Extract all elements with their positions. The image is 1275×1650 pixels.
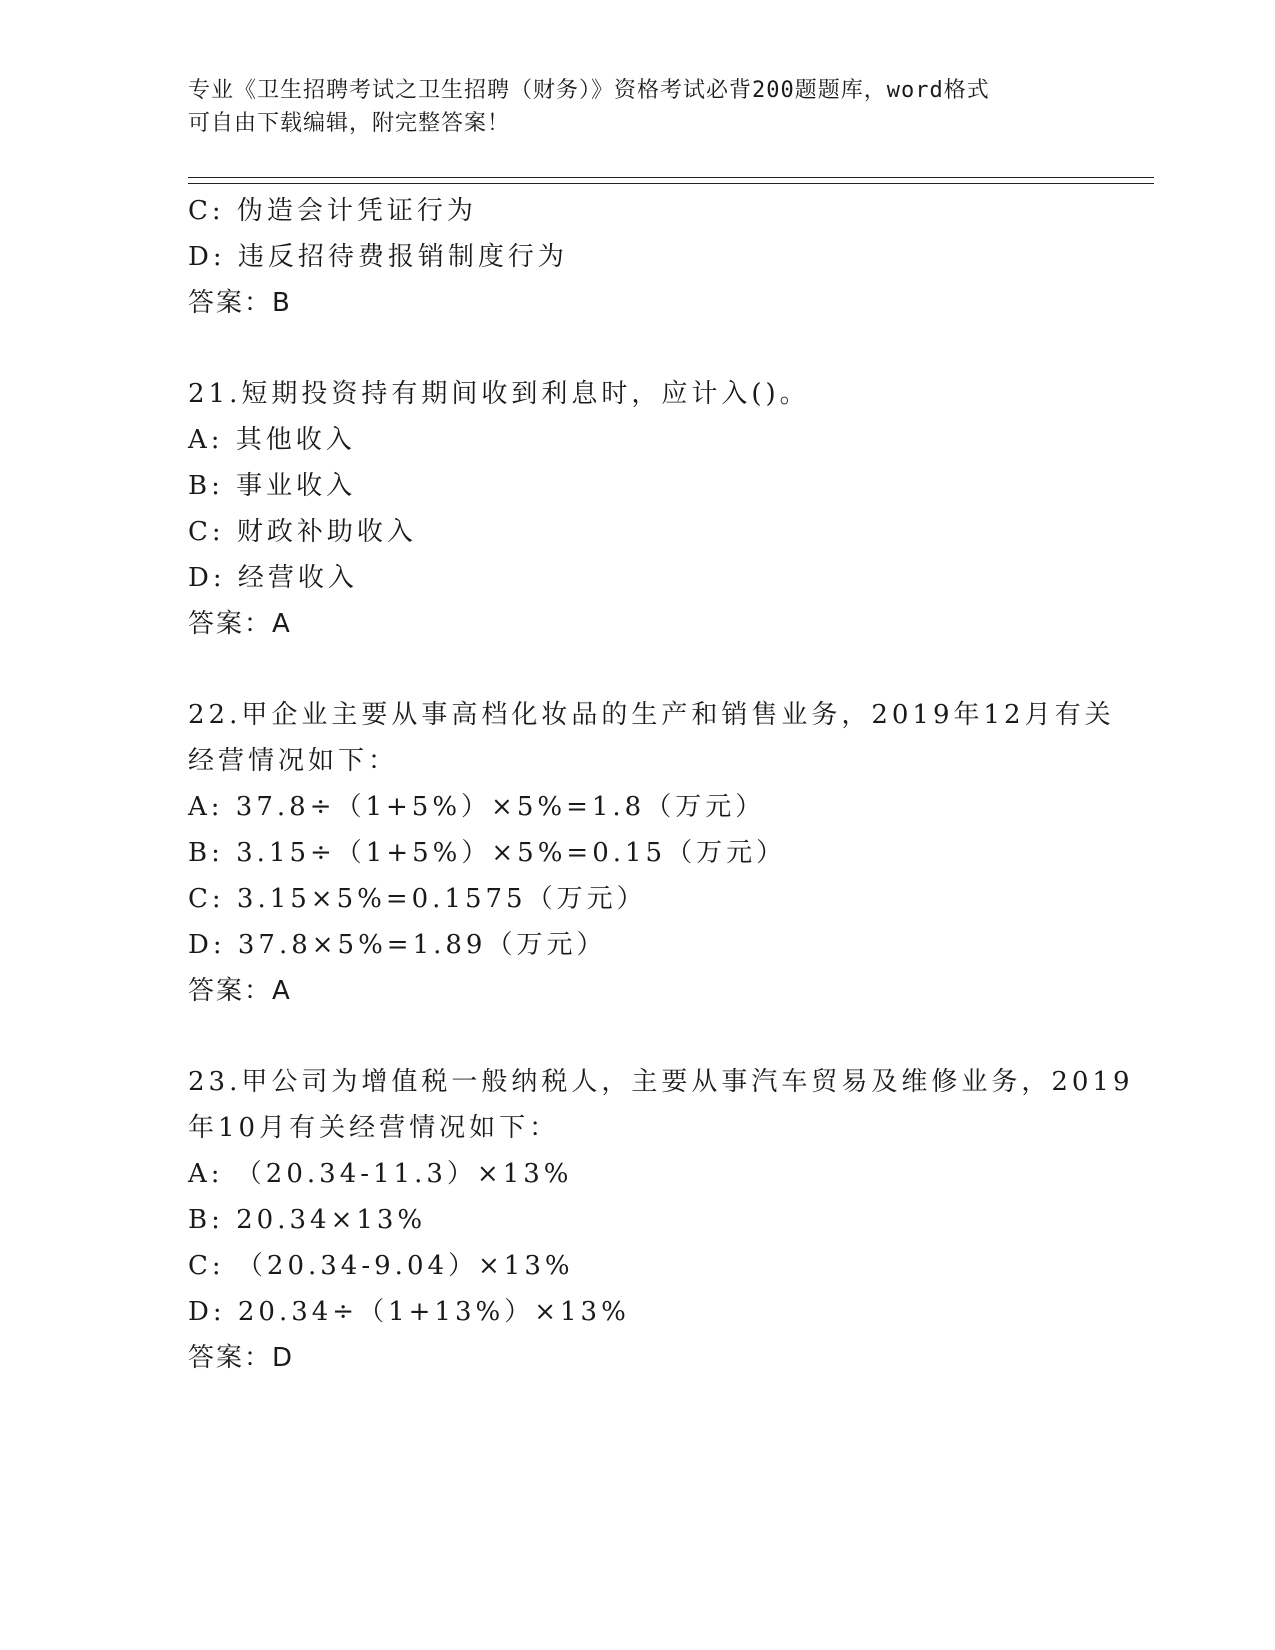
question-23 <box>188 1059 1134 1381</box>
spacer <box>188 326 1088 371</box>
option-b: B: 事业收入 <box>188 471 357 501</box>
option-c: C: （20.34-9.04）×13% <box>188 1251 574 1281</box>
answer-line: 答案：A <box>188 976 292 1006</box>
question-stem: 21.短期投资持有期间收到利息时，应计入()。 <box>188 379 810 409</box>
answer-line: 答案：B <box>188 288 292 318</box>
document-header <box>188 74 1068 140</box>
question-stem-continued: 年10月有关经营情况如下： <box>188 1113 560 1143</box>
spacer <box>188 647 1088 692</box>
option-c: C: 伪造会计凭证行为 <box>188 196 477 226</box>
question-stem: 22.甲企业主要从事高档化妆品的生产和销售业务，2019年12月有关 <box>188 700 1115 730</box>
question-22 <box>188 692 1115 1014</box>
header-title-line-1: 专业《卫生招聘考试之卫生招聘（财务）》资格考试必背200题题库，word格式 <box>188 78 990 103</box>
option-d: D: 违反招待费报销制度行为 <box>188 242 568 272</box>
option-a: A: 37.8÷（1+5%）×5%=1.8（万元） <box>188 792 766 822</box>
header-divider-bottom <box>188 183 1154 184</box>
question-stem-continued: 经营情况如下： <box>188 746 399 776</box>
question-stem: 23.甲公司为增值税一般纳税人，主要从事汽车贸易及维修业务，2019 <box>188 1067 1134 1097</box>
option-c: C: 财政补助收入 <box>188 517 417 547</box>
header-divider-top <box>188 177 1154 178</box>
question-20-continued <box>188 188 1088 326</box>
question-list <box>188 188 1134 1381</box>
option-d: D: 37.8×5%=1.89（万元） <box>188 930 607 960</box>
option-a: A: （20.34-11.3）×13% <box>188 1159 573 1189</box>
option-a: A: 其他收入 <box>188 425 356 455</box>
option-d: D: 20.34÷（1+13%）×13% <box>188 1297 630 1327</box>
option-b: B: 20.34×13% <box>188 1205 427 1235</box>
option-c: C: 3.15×5%=0.1575（万元） <box>188 884 647 914</box>
question-21 <box>188 371 1088 647</box>
answer-line: 答案：A <box>188 609 292 639</box>
header-title-line-2: 可自由下载编辑，附完整答案！ <box>188 111 511 136</box>
answer-line: 答案：D <box>188 1343 295 1373</box>
option-b: B: 3.15÷（1+5%）×5%=0.15（万元） <box>188 838 787 868</box>
spacer <box>188 1014 1088 1059</box>
option-d: D: 经营收入 <box>188 563 358 593</box>
